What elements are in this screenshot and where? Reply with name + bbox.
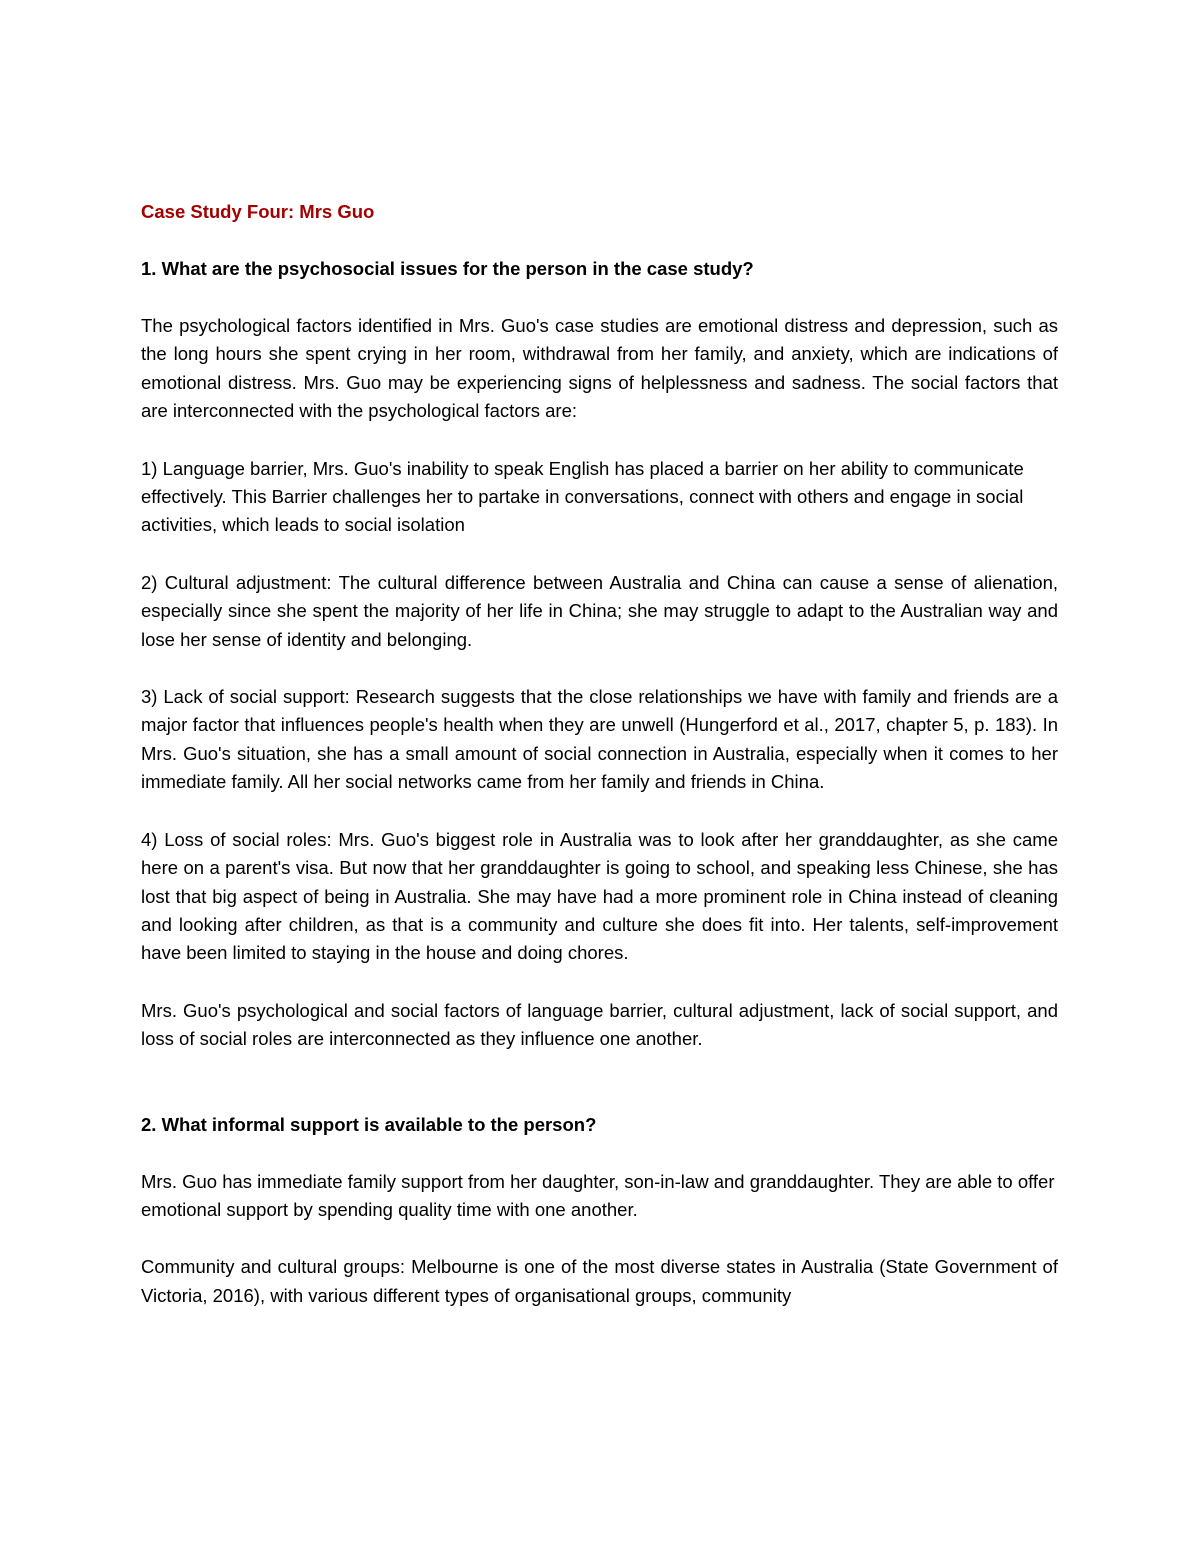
question-1-heading: 1. What are the psychosocial issues for the person in the case study? [141, 258, 754, 279]
item-loss-of-social-roles: 4) Loss of social roles: Mrs. Guo's biggest role in Australia was to look after her granddaughter, as she came here on a parent's visa. But now that her granddaughter is going to school, and speaking less Chinese, she has lost that big aspect of being in Australia. She may have had a more prominent role in China instead of cleaning and looking after children, as that is a community and culture she does fit into. Her talents, self-improvement have been limited to staying in the house and doing chores. [141, 828, 1058, 964]
document-title: Case Study Four: Mrs Guo [141, 201, 375, 222]
q2-community-paragraph: Community and cultural groups: Melbourne is one of the most diverse states in Australia (State Government of Victoria, 2016), with various different types of organisational groups, community [141, 1256, 1058, 1306]
q2-family-paragraph: Mrs. Guo has immediate family support from her daughter, son-in-law and granddaughter. They are able to offer emotional support by spending quality time with one another. [141, 1170, 1055, 1220]
item-lack-of-social-support: 3) Lack of social support: Research suggests that the close relationships we have with family and friends are a major factor that influences people's health when they are unwell (Hungerford et al., 2017, chapter 5, p. 183). In Mrs. Guo's situation, she has a small amount of social connection in Australia, especially when it comes to her immediate family. All her social networks came from her family and friends in China. [141, 686, 1058, 793]
item-language-barrier: 1) Language barrier, Mrs. Guo's inability to speak English has placed a barrier on her ability to communicate effectively. This Barrier challenges her to partake in conversations, connect with others and engage in social activities, which leads to social isolation [141, 457, 1024, 536]
q1-summary-paragraph: Mrs. Guo's psychological and social factors of language barrier, cultural adjustment, lack of social support, and loss of social roles are interconnected as they influence one another. [141, 999, 1058, 1050]
document-page [141, 198, 1058, 1339]
section-spacer [141, 1083, 1058, 1111]
question-2-heading: 2. What informal support is available to the person? [141, 1113, 597, 1135]
item-cultural-adjustment: 2) Cultural adjustment: The cultural difference between Australia and China can cause a sense of alienation, especially since she spent the majority of her life in China; she may struggle to adapt to the Australian way and lose her sense of identity and belonging. [141, 571, 1058, 650]
q1-intro-paragraph: The psychological factors identified in Mrs. Guo's case studies are emotional distress and depression, such as the long hours she spent crying in her room, withdrawal from her family, and anxiety, which are indications of emotional distress. Mrs. Guo may be experiencing signs of helplessness and sadness. The social factors that are interconnected with the psychological factors are: [141, 315, 1058, 422]
